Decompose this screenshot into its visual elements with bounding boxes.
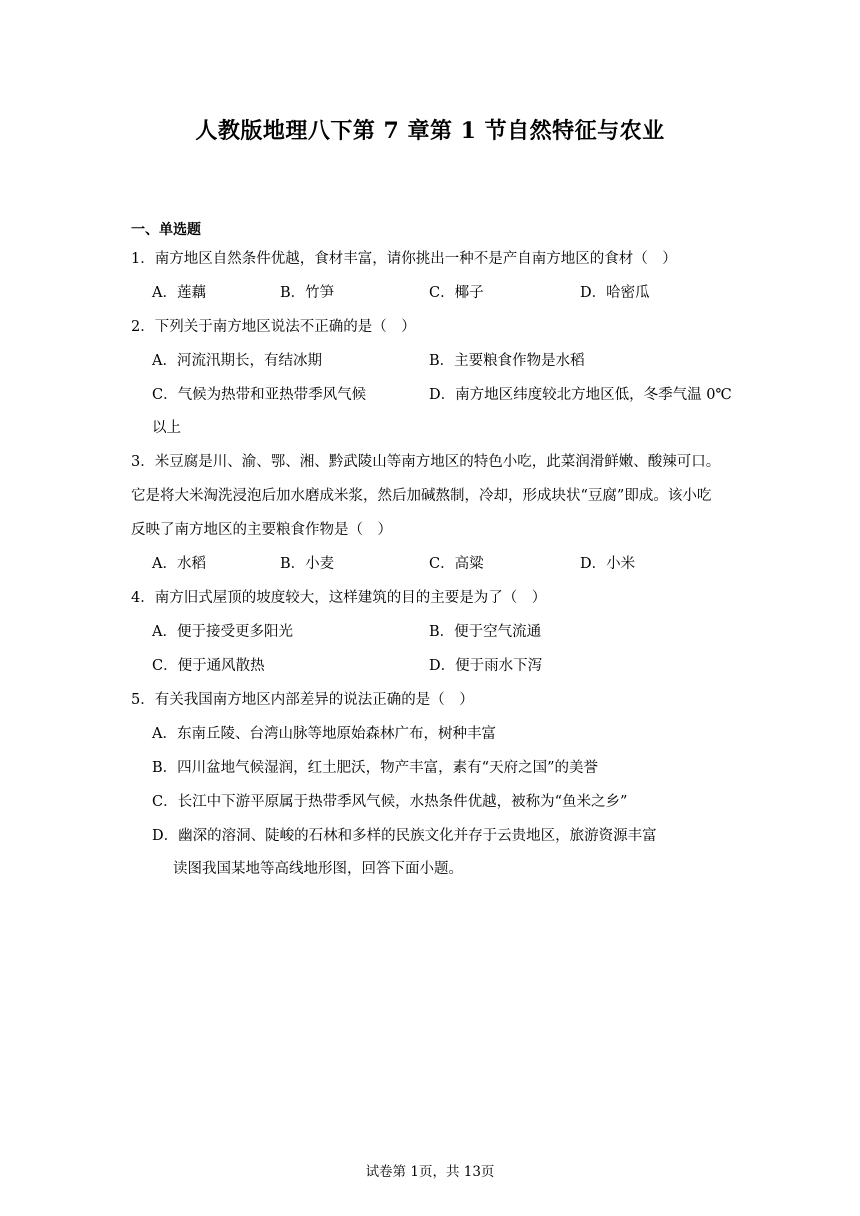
q3-option-d: D．小米	[580, 556, 636, 572]
q1-option-d: D．哈密瓜	[580, 285, 650, 301]
q2-option-c: C．气候为热带和亚热带季风气候	[152, 387, 367, 403]
q4-option-a: A．便于接受更多阳光	[152, 624, 293, 640]
q3-option-c: C．高粱	[429, 556, 484, 572]
q1-option-c: C．椰子	[429, 285, 484, 301]
question-3-stem-line-2: 它是将大米淘洗浸泡后加水磨成米浆，然后加碱熬制，冷却，形成块状“豆腐”即成。该小吃	[131, 488, 712, 504]
q5-option-b: B．四川盆地气候湿润，红土肥沃，物产丰富，素有“天府之国”的美誉	[152, 760, 598, 776]
q5-option-a: A．东南丘陵、台湾山脉等地原始森林广布，树种丰富	[152, 726, 496, 742]
section-heading: 一、单选题	[131, 222, 201, 238]
q1-option-a: A．莲藕	[152, 285, 206, 301]
q1-option-b: B．竹笋	[280, 285, 335, 301]
q3-option-b: B．小麦	[280, 556, 335, 572]
q5-option-d: D．幽深的溶洞、陡峻的石林和多样的民族文化并存于云贵地区，旅游资源丰富	[152, 828, 657, 844]
q5-option-c: C．长江中下游平原属于热带季风气候，水热条件优越，被称为“鱼米之乡”	[152, 794, 628, 810]
question-3-stem-line-3: 反映了南方地区的主要粮食作物是（ ）	[131, 522, 392, 538]
q3-option-a: A．水稻	[152, 556, 206, 572]
q2-option-d-continuation: 以上	[152, 420, 181, 436]
q2-option-d: D．南方地区纬度较北方地区低，冬季气温 0℃	[429, 387, 732, 403]
question-2-stem: 2．下列关于南方地区说法不正确的是（ ）	[131, 319, 416, 335]
page-title: 人教版地理八下第 7 章第 1 节自然特征与农业	[195, 118, 665, 144]
q4-option-b: B．便于空气流通	[429, 624, 542, 640]
page-footer: 试卷第 1页，共 13页	[365, 1164, 495, 1180]
reading-instruction: 读图我国某地等高线地形图，回答下面小题。	[173, 861, 463, 877]
q4-option-c: C．便于通风散热	[152, 658, 265, 674]
q2-option-a: A．河流汛期长，有结冰期	[152, 353, 322, 369]
question-5-stem: 5．有关我国南方地区内部差异的说法正确的是（ ）	[131, 692, 474, 708]
question-3-stem-line-1: 3．米豆腐是川、渝、鄂、湘、黔武陵山等南方地区的特色小吃，此菜润滑鲜嫩、酸辣可口。	[131, 454, 721, 470]
q2-option-b: B．主要粮食作物是水稻	[429, 353, 585, 369]
question-4-stem: 4．南方旧式屋顶的坡度较大，这样建筑的目的主要是为了（ ）	[131, 590, 547, 606]
q4-option-d: D．便于雨水下泻	[429, 658, 543, 674]
question-1-stem: 1．南方地区自然条件优越，食材丰富，请你挑出一种不是产自南方地区的食材（ ）	[131, 251, 677, 267]
